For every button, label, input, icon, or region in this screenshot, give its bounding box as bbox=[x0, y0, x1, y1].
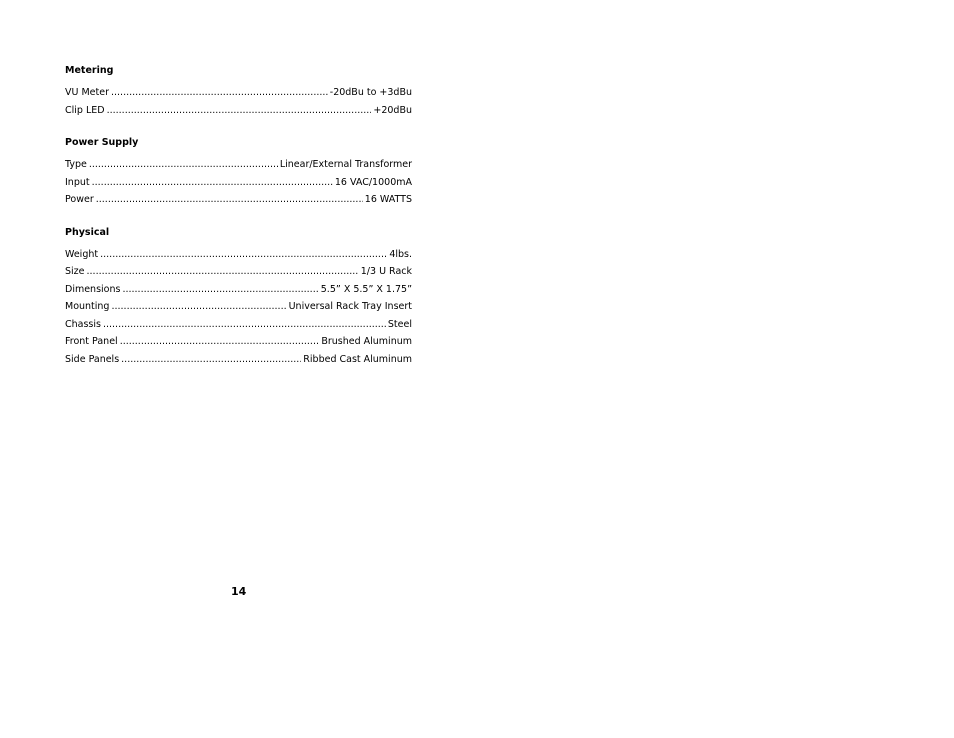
section-physical bbox=[65, 226, 412, 369]
section-title: Metering bbox=[65, 65, 114, 76]
spec-value: +20dBu bbox=[373, 104, 412, 116]
spec-label: Power bbox=[65, 194, 94, 205]
spec-value: 16 WATTS bbox=[364, 194, 412, 205]
spec-label: Mounting bbox=[65, 301, 110, 312]
spec-value: Steel bbox=[387, 318, 412, 330]
spec-value: Ribbed Cast Aluminum bbox=[303, 353, 412, 365]
spec-row-dimensions bbox=[65, 281, 412, 299]
spec-row-mounting bbox=[65, 298, 412, 316]
dot-leader bbox=[92, 174, 333, 192]
spec-label: Clip LED bbox=[65, 104, 105, 116]
dot-leader bbox=[122, 281, 318, 299]
spec-row-side-panels bbox=[65, 351, 412, 369]
spec-row-vu-meter bbox=[65, 84, 412, 102]
spec-row-input bbox=[65, 174, 412, 192]
dot-leader bbox=[111, 84, 328, 102]
page-number: 14 bbox=[231, 585, 247, 598]
spec-label: Dimensions bbox=[65, 283, 121, 295]
section-metering bbox=[65, 64, 412, 119]
spec-row-size bbox=[65, 263, 412, 281]
spec-label: Side Panels bbox=[65, 353, 120, 365]
spec-row-type bbox=[65, 156, 412, 174]
spec-label: Size bbox=[65, 266, 85, 277]
spec-label: Input bbox=[65, 176, 90, 188]
dot-leader bbox=[87, 263, 359, 281]
spec-label: Front Panel bbox=[65, 336, 118, 347]
dot-leader bbox=[111, 298, 286, 316]
section-title: Power Supply bbox=[65, 137, 139, 148]
spec-value: 4lbs. bbox=[389, 248, 412, 260]
spec-label: Weight bbox=[65, 248, 99, 260]
spec-value: Universal Rack Tray Insert bbox=[288, 301, 412, 312]
spec-value: 1/3 U Rack bbox=[360, 266, 412, 277]
spec-value: -20dBu to +3dBu bbox=[329, 87, 412, 98]
dot-leader bbox=[120, 333, 320, 351]
section-power-supply bbox=[65, 136, 412, 209]
spec-value: 16 VAC/1000mA bbox=[334, 176, 412, 188]
spec-value: 5.5” X 5.5” X 1.75” bbox=[320, 283, 412, 295]
spec-row-weight bbox=[65, 246, 412, 264]
spec-value: Linear/External Transformer bbox=[279, 159, 412, 170]
spec-row-front-panel bbox=[65, 333, 412, 351]
dot-leader bbox=[89, 156, 278, 174]
dot-leader bbox=[103, 316, 386, 334]
dot-leader bbox=[107, 102, 372, 120]
dot-leader bbox=[121, 351, 301, 369]
dot-leader bbox=[100, 246, 387, 264]
spec-row-clip-led bbox=[65, 102, 412, 120]
spec-row-chassis bbox=[65, 316, 412, 334]
spec-label: Type bbox=[65, 159, 87, 170]
spec-list bbox=[65, 60, 412, 385]
spec-label: Chassis bbox=[65, 318, 101, 330]
spec-value: Brushed Aluminum bbox=[321, 336, 412, 347]
spec-row-power bbox=[65, 191, 412, 209]
section-title: Physical bbox=[65, 226, 110, 238]
dot-leader bbox=[96, 191, 363, 209]
spec-label: VU Meter bbox=[65, 87, 109, 98]
